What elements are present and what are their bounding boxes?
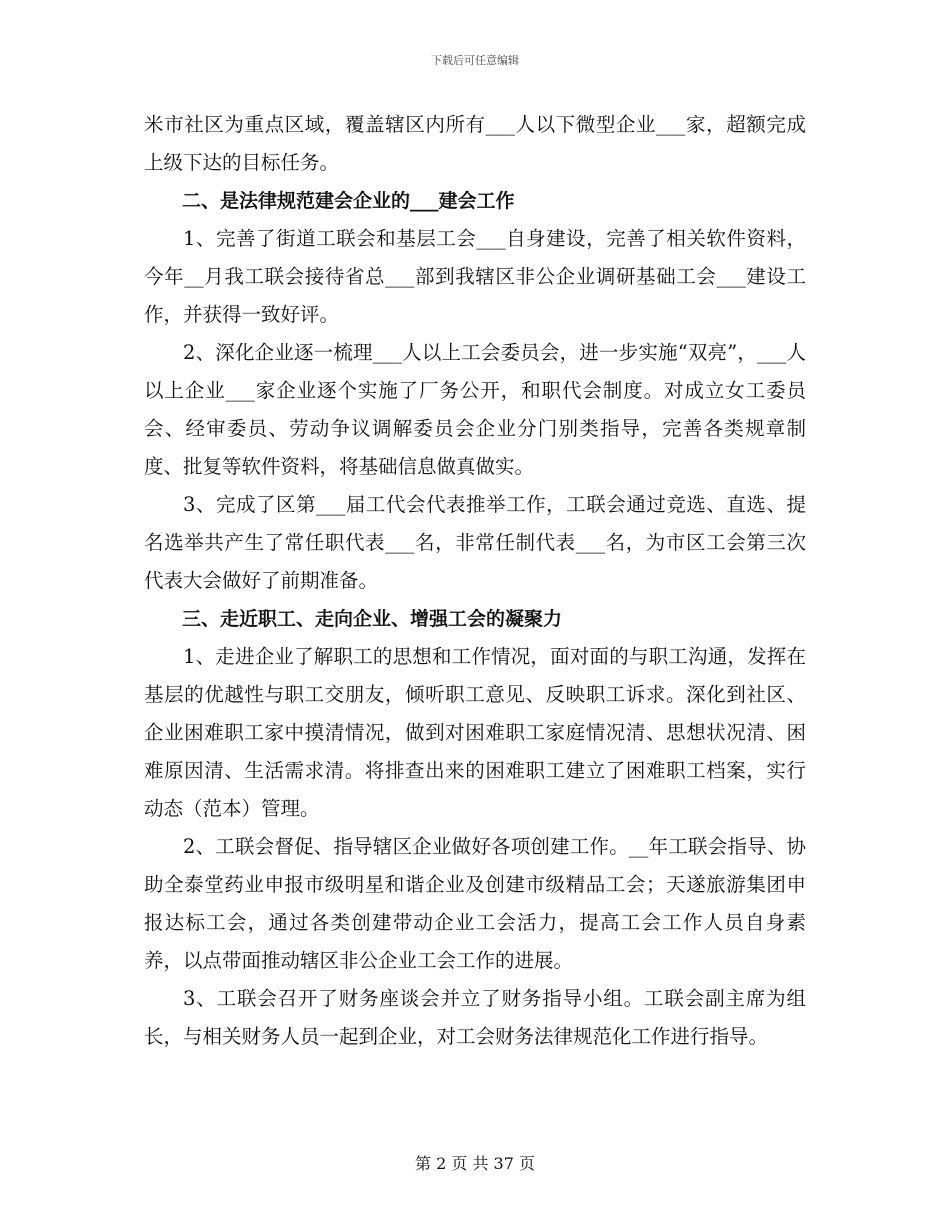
paragraph-3-1: 1、走进企业了解职工的思想和工作情况，面对面的与职工沟通，发挥在基层的优越性与职工交朋友，倾听职工意见、反映职工诉求。深化到社区、企业困难职工家中摸清情况，做到对困难职工家庭情况清、思想状况清、困难原因清、生活需求清。将排查出来的困难职工建立了困难职工档案，实行动态（范本）管理。 [144, 645, 806, 820]
section-heading-3: 三、走近职工、走向企业、增强工会的凝聚力 [182, 608, 563, 630]
document-body [144, 106, 806, 1056]
paragraph-2-1: 1、完善了街道工联会和基层工会___自身建设，完善了相关软件资料，今年__月我工联会接待省总___部到我辖区非公企业调研基础工会___建设工作，并获得一致好评。 [144, 227, 806, 326]
page-footer-number: 第 2 页 共 37 页 [415, 1154, 535, 1173]
section-heading-2: 二、是法律规范建会企业的___建会工作 [182, 190, 515, 212]
paragraph-3-2: 2、工联会督促、指导辖区企业做好各项创建工作。__年工联会指导、协助全泰堂药业申报市级明星和谐企业及创建市级精品工会；天遂旅游集团申报达标工会，通过各类创建带动企业工会活力，提高工会工作人员自身素养，以点带面推动辖区非公企业工会工作的进展。 [144, 835, 806, 972]
page-header-note: 下载后可任意编辑 [431, 54, 519, 67]
paragraph-2-2: 2、深化企业逐一梳理___人以上工会委员会，进一步实施“双亮”，___人以上企业___家企业逐个实施了厂务公开，和职代会制度。对成立女工委员会、经审委员、劳动争议调解委员会企业分门别类指导，完善各类规章制度、批复等软件资料，将基础信息做真做实。 [144, 341, 806, 478]
paragraph-2-3: 3、完成了区第___届工代会代表推举工作，工联会通过竞选、直选、提名选举共产生了常任职代表___名，非常任制代表___名，为市区工会第三次代表大会做好了前期准备。 [144, 493, 806, 592]
paragraph-continued: 米市社区为重点区域，覆盖辖区内所有___人以下微型企业___家，超额完成上级下达的目标任务。 [144, 113, 806, 174]
paragraph-3-3: 3、工联会召开了财务座谈会并立了财务指导小组。工联会副主席为组长，与相关财务人员一起到企业，对工会财务法律规范化工作进行指导。 [144, 987, 806, 1048]
